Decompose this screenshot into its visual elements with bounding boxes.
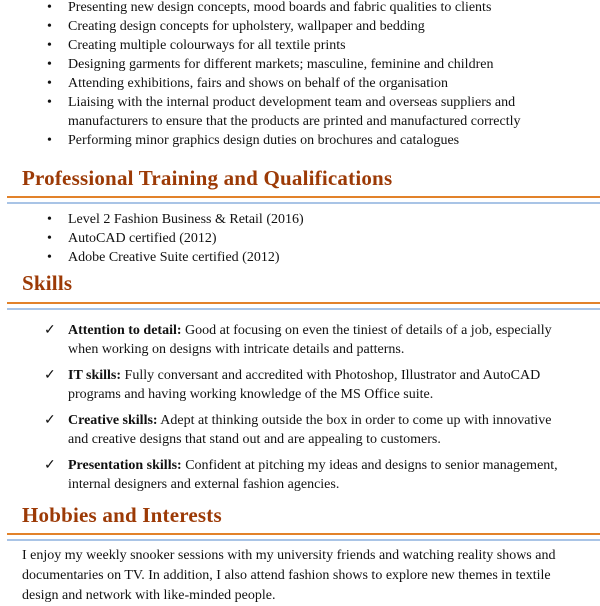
bullet-icon: • xyxy=(47,57,52,72)
divider-blue xyxy=(7,308,600,310)
list-item: • Creating multiple colourways for all textile prints xyxy=(47,38,346,53)
list-item: • Performing minor graphics design duties on brochures and catalogues xyxy=(47,133,460,148)
skill-description: Adept at thinking outside the box in order to come up with innovative and creative designs that stand out and are appealing to customers. xyxy=(68,413,552,447)
skill-label: Creative skills: xyxy=(68,413,158,428)
section-title-training: Professional Training and Qualifications xyxy=(22,166,393,190)
list-item: • Attending exhibitions, fairs and shows on behalf of the organisation xyxy=(47,76,449,91)
list-item: • Creating design concepts for upholstery, wallpaper and bedding xyxy=(47,19,425,34)
skill-label: IT skills: xyxy=(68,368,122,383)
skill-label: Presentation skills: xyxy=(68,458,182,473)
list-item: • AutoCAD certified (2012) xyxy=(47,231,217,246)
list-item: • Presenting new design concepts, mood boards and fabric qualities to clients xyxy=(47,0,492,15)
list-item: • Liaising with the internal product development team and overseas suppliers and manufacturers to ensure that the products are printed and manufactured correctly xyxy=(47,95,521,129)
bullet-icon: • xyxy=(47,19,52,34)
skill-label: Attention to detail: xyxy=(68,323,182,338)
list-item: • Adobe Creative Suite certified (2012) xyxy=(47,250,280,265)
divider-blue xyxy=(7,539,600,541)
skill-description: Good at focusing on even the tiniest of details of a job, especially when working on designs with intricate details and patterns. xyxy=(68,323,552,357)
list-item: • Designing garments for different markets; masculine, feminine and children xyxy=(47,57,494,72)
divider-blue xyxy=(7,202,600,204)
skill-item xyxy=(0,456,600,494)
skill-description: Confident at pitching my ideas and designs to senior management, internal designers and external fashion agencies. xyxy=(68,458,558,492)
checkmark-icon: ✓ xyxy=(44,323,56,338)
checkmark-icon: ✓ xyxy=(44,368,56,383)
section-title-hobbies: Hobbies and Interests xyxy=(22,503,222,527)
bullet-icon: • xyxy=(47,38,52,53)
bullet-icon: • xyxy=(47,76,52,91)
divider-orange xyxy=(7,302,600,304)
bullet-icon: • xyxy=(47,231,52,246)
divider-orange xyxy=(7,533,600,535)
list-item: • Level 2 Fashion Business & Retail (2016) xyxy=(47,212,304,227)
bullet-icon: • xyxy=(47,95,52,110)
bullet-icon: • xyxy=(47,133,52,148)
bullet-icon: • xyxy=(47,212,52,227)
training-list xyxy=(0,210,600,267)
checkmark-icon: ✓ xyxy=(44,458,56,473)
bullet-icon: • xyxy=(47,0,52,15)
bullet-icon: • xyxy=(47,250,52,265)
skill-item xyxy=(0,321,600,359)
skill-item xyxy=(0,366,600,404)
hobbies-paragraph: I enjoy my weekly snooker sessions with my university friends and watching reality shows and documentaries on TV. In addition, I also attend fashion shows to explore new themes in textile design and network with like-minded people. xyxy=(22,548,556,603)
skill-item xyxy=(0,411,600,449)
skill-description: Fully conversant and accredited with Photoshop, Illustrator and AutoCAD programs and having working knowledge of the MS Office suite. xyxy=(68,368,541,402)
checkmark-icon: ✓ xyxy=(44,413,56,428)
divider-orange xyxy=(7,196,600,198)
section-title-skills: Skills xyxy=(22,271,73,295)
responsibilities-list xyxy=(0,0,600,150)
